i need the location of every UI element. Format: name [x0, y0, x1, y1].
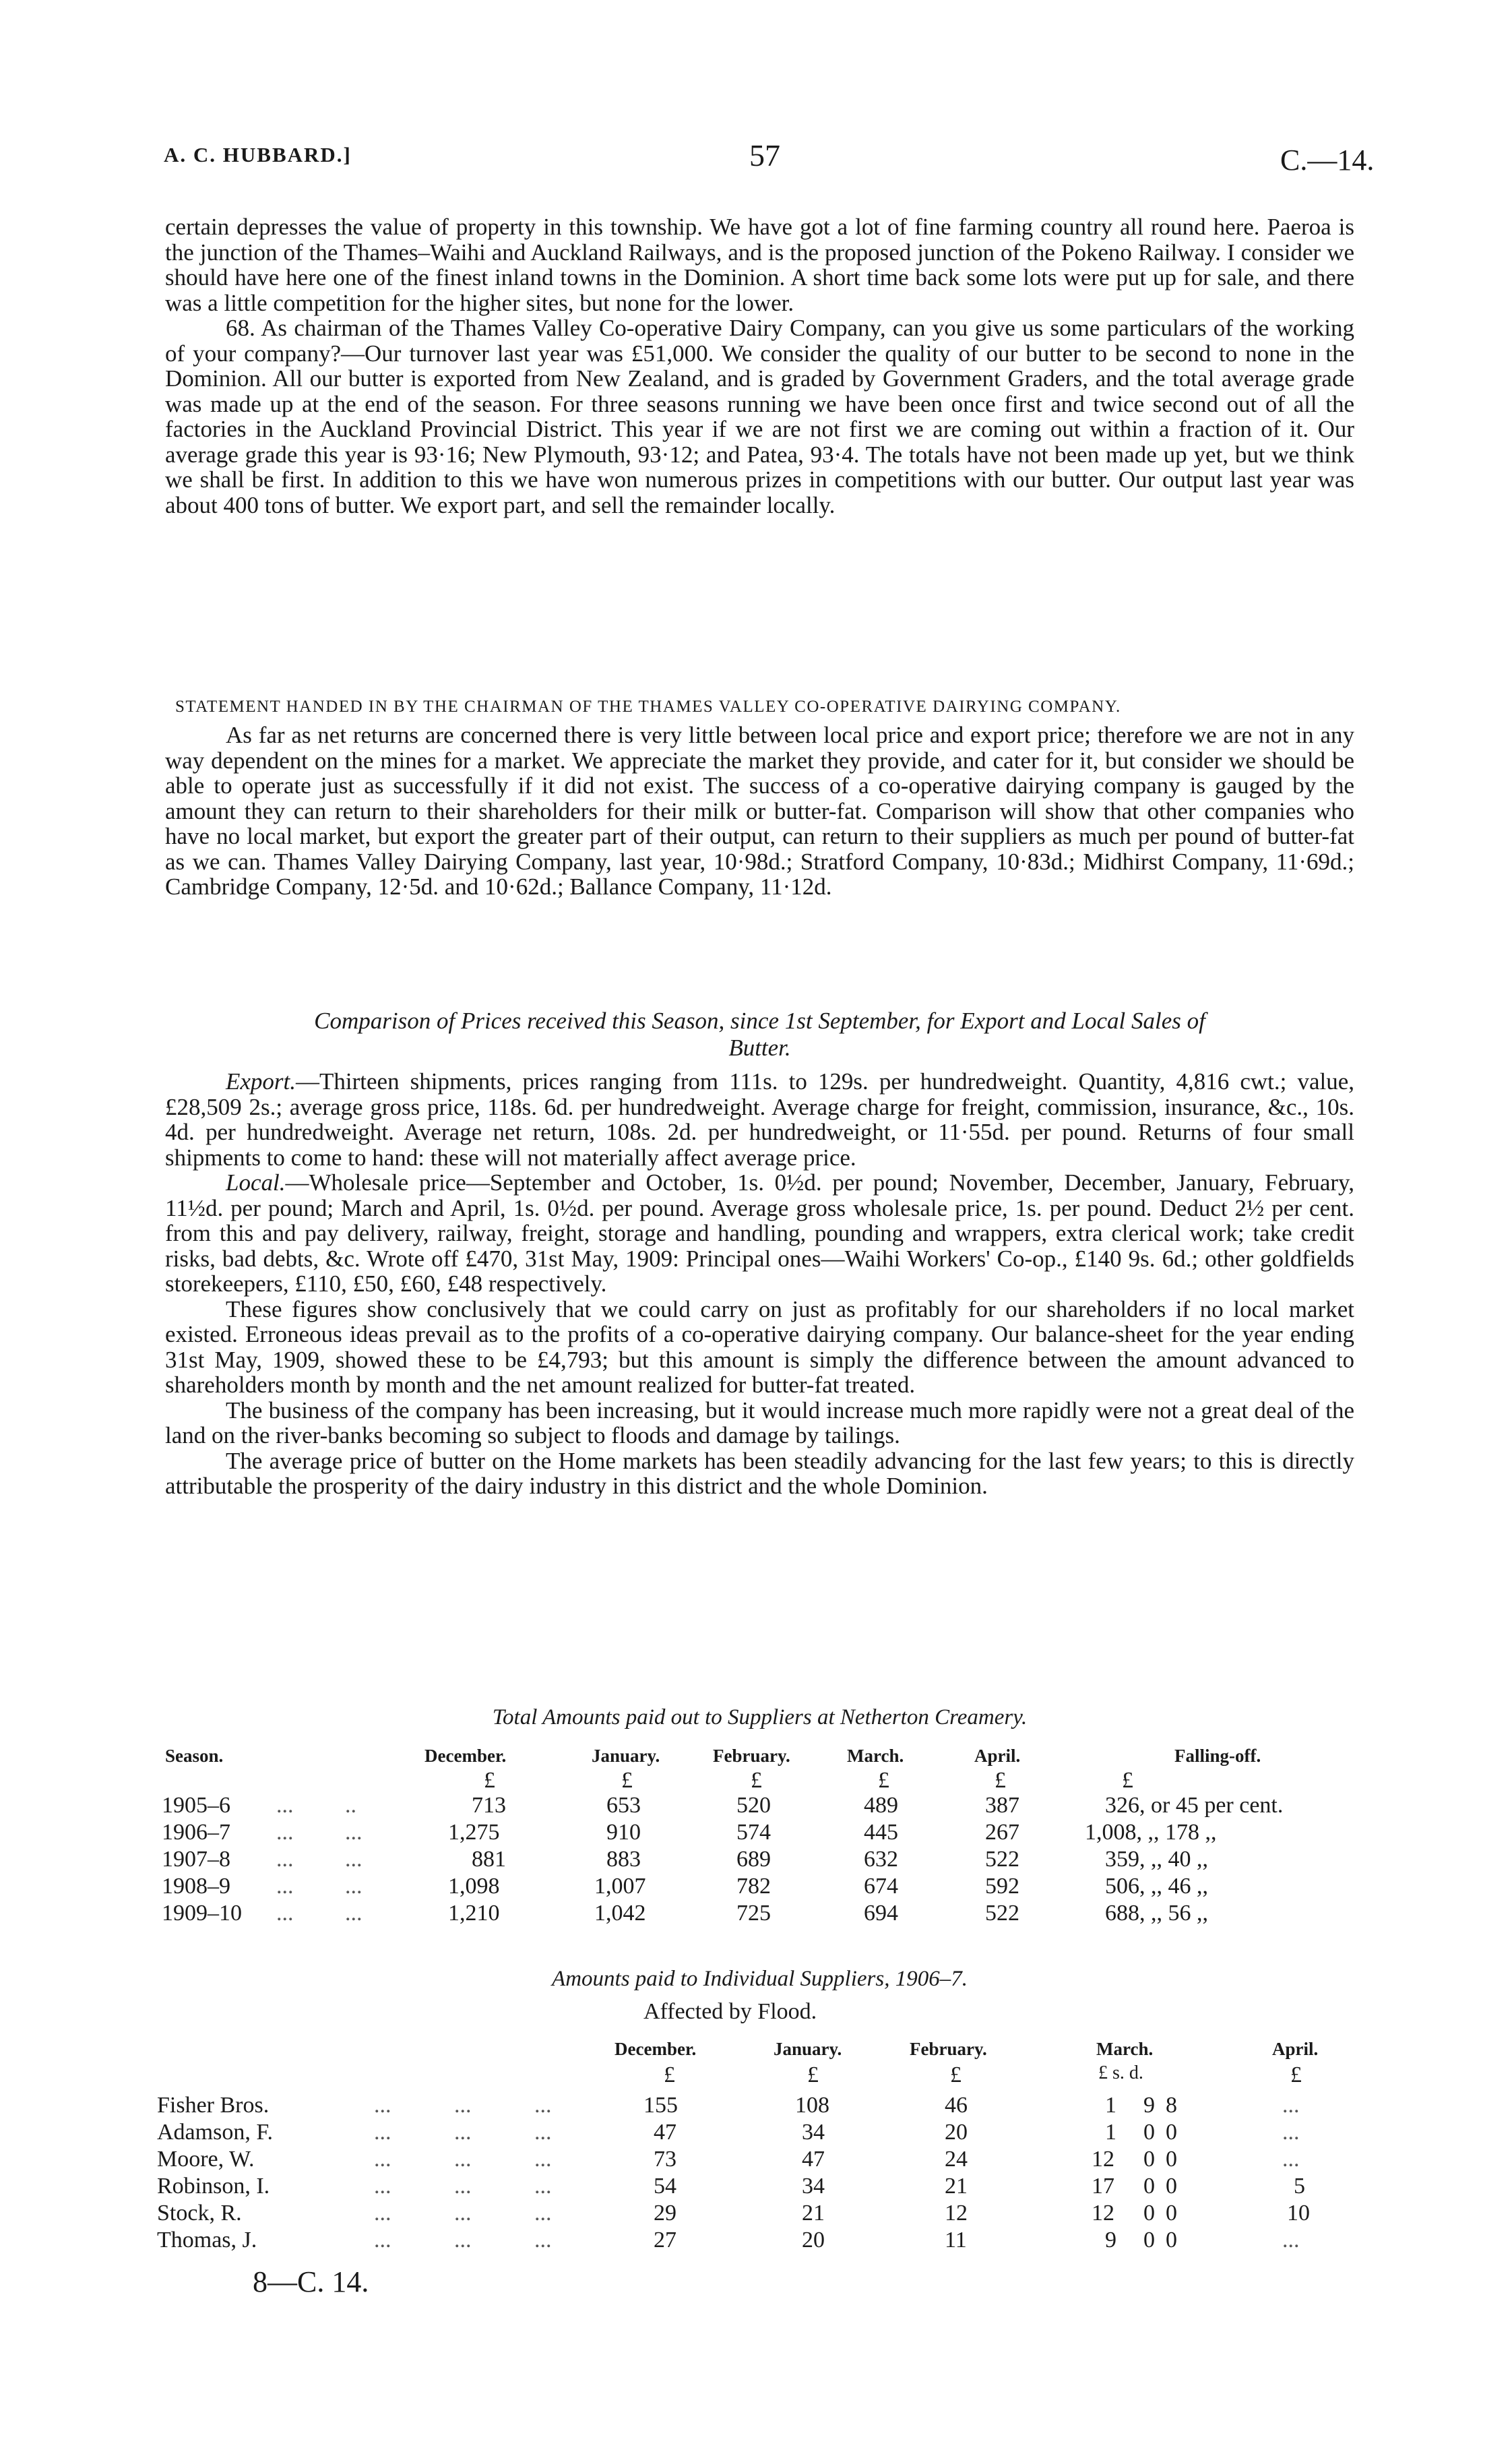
table2-cell: 0 [1143, 2174, 1155, 2199]
leader-dots: ... ... ... [374, 2147, 552, 2172]
table1-currency: £ [878, 1768, 889, 1793]
table1-header-march: March. [847, 1746, 904, 1766]
conclusion-paragraph: These figures show conclusively that we could carry on just as profitably for our shareholders if no local market existed. Erroneous ideas prevail as to the profits of a co-operative dairying company. Our balance-sheet for the year ending 31st May, 1909, showed these to be £4,793; but this amount is simply the difference between the amount advanced to shareholders month by month and the net amount realized for butter-fat treated. [165, 1295, 1354, 1398]
table2-cell: 20 [945, 2120, 968, 2145]
table1-cell: 592 [985, 1874, 1019, 1899]
table2-subtitle: Affected by Flood. [643, 1999, 817, 2024]
table1-cell: 267 [985, 1820, 1019, 1845]
table1-header-falling-off: Falling-off. [1174, 1746, 1261, 1766]
table2-cell: 155 [643, 2093, 678, 2118]
netherton-table [0, 1742, 1512, 1938]
table1-cell: 694 [864, 1901, 898, 1926]
table1-cell: 359, ,, 40 ,, [1105, 1847, 1208, 1872]
table1-cell: 725 [736, 1901, 771, 1926]
table2-currency: £ [664, 2062, 675, 2087]
leader-dots: ... ... ... [374, 2120, 552, 2145]
table2-cell: 0 [1143, 2201, 1155, 2226]
table2-cell: 29 [654, 2201, 676, 2226]
table1-cell: 387 [985, 1793, 1019, 1818]
table1-cell: 574 [736, 1820, 771, 1845]
table2-cell: 0 [1166, 2174, 1177, 2199]
table2-currency: £ s. d. [1098, 2062, 1143, 2083]
table1-currency: £ [484, 1768, 495, 1793]
table2-cell: 0 [1143, 2228, 1155, 2252]
statement-paragraph: As far as net returns are concerned there is very little between local price and export price; therefore we are not in any way dependent on the mines for a market. We appreciate the market they provide, and cater for it, but consider we should be able to operate just as successfully if it did not exist. The success of a co-operative dairying company is gauged by the amount they can return to their shareholders for their milk or butter-fat. Comparison will show that other companies who have no local market, but export the greater part of their output, can return to their suppliers as much per pound of butter-fat as we can. Thames Valley Dairying Company, last year, 10·98d.; Stratford Company, 10·83d.; Midhirst Company, 11·69d.; Cambridge Company, 12·5d. and 10·62d.; Ballance Company, 11·12d. [165, 722, 1354, 900]
table1-header-january: January. [592, 1746, 660, 1766]
table2-cell: 24 [945, 2147, 968, 2172]
table1-cell: 1,098 [448, 1874, 500, 1899]
table2-currency: £ [1290, 2062, 1302, 2087]
leader-dots: ... ... [276, 1820, 363, 1845]
evidence-section [165, 214, 1354, 518]
comparison-heading-line1: Comparison of Prices received this Season, since 1st September, for Export and Local Sales of [314, 1008, 1205, 1034]
table2-cell: ... [1282, 2093, 1300, 2118]
home-markets-paragraph: The average price of butter on the Home markets has been steadily advancing for the last few years; to this is directly attributable the prosperity of the dairy industry in this district and the whole Dominion. [165, 1447, 1354, 1499]
supplier-name: Adamson, F. [157, 2120, 274, 2145]
local-label: Local. [226, 1169, 286, 1196]
table1-cell: 688, ,, 56 ,, [1105, 1901, 1208, 1926]
table2-cell: 27 [654, 2228, 676, 2252]
table2-cell: 47 [802, 2147, 825, 2172]
table2-cell: 1 [1105, 2093, 1116, 2118]
supplier-name: Stock, R. [157, 2201, 242, 2226]
table1-cell: 713 [472, 1793, 506, 1818]
table2-cell: 10 [1287, 2201, 1310, 2226]
table2-cell: 21 [945, 2174, 968, 2199]
table2-cell: 108 [795, 2093, 829, 2118]
leader-dots: ... ... ... [374, 2201, 552, 2226]
table2-cell: 9 [1105, 2228, 1116, 2252]
table1-cell: 522 [985, 1901, 1019, 1926]
table2-cell: 34 [802, 2174, 825, 2199]
leader-dots: ... ... [276, 1901, 363, 1926]
table1-cell: 522 [985, 1847, 1019, 1872]
table2-cell: 21 [802, 2201, 825, 2226]
export-paragraph [165, 1069, 1354, 1170]
table2-cell: 9 [1143, 2093, 1155, 2118]
statement-section [165, 723, 1354, 900]
table1-cell: 689 [736, 1847, 771, 1872]
table1-cell: 1,042 [594, 1901, 646, 1926]
paragraph-continued: certain depresses the value of property in this township. We have got a lot of fine farming country all round here. Paeroa is the junction of the Thames–Waihi and Auckland Railways, and is the proposed junction of the Pokeno Railway. I consider we should have here one of the finest inland towns in the Dominion. A short time back some lots were put up for sale, and there was a little competition for the higher sites, but none for the lower. [165, 214, 1354, 316]
table2-cell: 34 [802, 2120, 825, 2145]
table2-header-february: February. [910, 2039, 987, 2059]
table2-cell: ... [1282, 2228, 1300, 2252]
table2-cell: 20 [802, 2228, 825, 2252]
signature-footer: 8—C. 14. [253, 2265, 369, 2298]
table1-header-february: February. [713, 1746, 790, 1766]
leader-dots: ... ... ... [374, 2093, 552, 2118]
table1-currency: £ [621, 1768, 633, 1793]
table1-cell: 326, or 45 per cent. [1105, 1793, 1284, 1818]
individual-suppliers-table [0, 2032, 1512, 2255]
leader-dots: ... ... [276, 1847, 363, 1872]
table1-cell: 653 [606, 1793, 641, 1818]
table1-cell: 632 [864, 1847, 898, 1872]
supplier-name: Moore, W. [157, 2147, 255, 2172]
table1-header-april: April. [974, 1746, 1021, 1766]
paragraph-question-68: 68. As chairman of the Thames Valley Co-operative Dairy Company, can you give us some particulars of the working of your company?—Our turnover last year was £51,000. We consider the quality of our butter to be second to none in the Dominion. All our butter is exported from New Zealand, and is graded by Government Graders, and the total average grade was made up at the end of the season. For three seasons running we have been once first and twice second out of all the factories in the Auckland Provincial District. This year if we are not first we are coming out within a fraction of it. Our average grade this year is 93·16; New Plymouth, 93·12; and Patea, 93·4. The totals have not been made up yet, but we think we shall be first. In addition to this we have won numerous prizes in competitions with our butter. Our output last year was about 400 tons of butter. We export part, and sell the remainder locally. [165, 315, 1354, 518]
export-text: —Thirteen shipments, prices ranging from 111s. to 129s. per hundredweight. Quantity, 4,816 cwt.; value, £28,509 2s.; average gross price, 118s. 6d. per hundredweight. Average charge for freight, commission, insurance, &c., 10s. 4d. per hundredweight. Average net return, 108s. 2d. per hundredweight, or 11·55d. per pound. Returns of four small shipments to come to hand: these will not materially affect average price. [165, 1068, 1354, 1171]
table2-title: Amounts paid to Individual Suppliers, 1906–7. [552, 1967, 968, 1991]
paper-reference: C.—14. [1280, 144, 1375, 177]
table2-header-april: April. [1272, 2039, 1319, 2059]
table2-cell: 12 [945, 2201, 968, 2226]
table1-cell: 1,275 [448, 1820, 500, 1845]
comparison-heading-line2: Butter. [728, 1035, 791, 1061]
supplier-name: Thomas, J. [157, 2228, 257, 2252]
table1-cell: 782 [736, 1874, 771, 1899]
table2-header-january: January. [774, 2039, 842, 2059]
table1-cell: 445 [864, 1820, 898, 1845]
table2-cell: 12 [1092, 2147, 1114, 2172]
table2-header-march: March. [1096, 2039, 1154, 2059]
table1-currency: £ [751, 1768, 762, 1793]
leader-dots: ... .. [276, 1793, 356, 1818]
table1-cell: 881 [472, 1847, 506, 1872]
page-number: 57 [749, 138, 780, 173]
table2-cell: 12 [1092, 2201, 1114, 2226]
table1-row-season: 1908–9 [162, 1874, 230, 1899]
table1-cell: 674 [864, 1874, 898, 1899]
table2-currency: £ [950, 2062, 962, 2087]
table1-row-season: 1909–10 [162, 1901, 242, 1926]
comparison-section [165, 1069, 1354, 1499]
table2-cell: 0 [1166, 2120, 1177, 2145]
table2-cell: 47 [654, 2120, 676, 2145]
table2-cell: 11 [945, 2228, 967, 2252]
leader-dots: ... ... ... [374, 2174, 552, 2199]
table2-cell: 17 [1092, 2174, 1114, 2199]
table1-cell: 1,008, ,, 178 ,, [1085, 1820, 1217, 1845]
table1-cell: 506, ,, 46 ,, [1105, 1874, 1208, 1899]
local-paragraph [165, 1170, 1354, 1297]
table2-cell: 73 [654, 2147, 676, 2172]
table2-cell: 0 [1166, 2147, 1177, 2172]
table2-cell: 5 [1294, 2174, 1305, 2199]
table1-row-season: 1906–7 [162, 1820, 230, 1845]
table1-cell: 910 [606, 1820, 641, 1845]
table2-header-december: December. [615, 2039, 697, 2059]
table2-cell: 0 [1143, 2147, 1155, 2172]
table1-row-season: 1907–8 [162, 1847, 230, 1872]
statement-title: STATEMENT HANDED IN BY THE CHAIRMAN OF THE THAMES VALLEY CO-OPERATIVE DAIRYING COMPANY. [175, 698, 1121, 716]
table2-cell: ... [1282, 2147, 1300, 2172]
export-label: Export. [226, 1068, 296, 1095]
table1-header-season: Season. [165, 1746, 224, 1766]
table2-cell: 0 [1143, 2120, 1155, 2145]
leader-dots: ... ... ... [374, 2228, 552, 2252]
table1-cell: 1,007 [594, 1874, 646, 1899]
leader-dots: ... ... [276, 1874, 363, 1899]
table2-cell: ... [1282, 2120, 1300, 2145]
comparison-heading [165, 1008, 1354, 1062]
business-paragraph: The business of the company has been increasing, but it would increase much more rapidly were not a great deal of the land on the river-banks becoming so subject to floods and damage by tailings. [165, 1397, 1354, 1448]
table1-cell: 883 [606, 1847, 641, 1872]
supplier-name: Fisher Bros. [157, 2093, 270, 2118]
table2-cell: 46 [945, 2093, 968, 2118]
table1-title: Total Amounts paid out to Suppliers at Netherton Creamery. [492, 1705, 1028, 1729]
supplier-name: Robinson, I. [157, 2174, 270, 2199]
table2-cell: 0 [1166, 2201, 1177, 2226]
table2-cell: 1 [1105, 2120, 1116, 2145]
table1-currency: £ [1122, 1768, 1133, 1793]
table1-currency: £ [995, 1768, 1006, 1793]
table1-header-december: December. [424, 1746, 507, 1766]
local-text: —Wholesale price—September and October, 1s. 0½d. per pound; November, December, January, February, 11½d. per pound; March and April, 1s. 0½d. per pound. Average gross wholesale price, 1s. per pound. Deduct 2½ per cent. from this and pay delivery, railway, freight, storage and handling, pounding and wrappers, extra clerical work; take credit risks, bad debts, &c. Wrote off £470, 31st May, 1909: Principal ones—Waihi Workers' Co-op., £140 9s. 6d.; other goldfields storekeepers, £110, £50, £60, £48 respectively. [165, 1169, 1354, 1297]
table2-currency: £ [807, 2062, 819, 2087]
table2-cell: 8 [1166, 2093, 1177, 2118]
table1-cell: 1,210 [448, 1901, 500, 1926]
table1-row-season: 1905–6 [162, 1793, 230, 1818]
table2-cell: 54 [654, 2174, 676, 2199]
header-witness-name: A. C. HUBBARD.] [164, 143, 352, 166]
table1-cell: 520 [736, 1793, 771, 1818]
table1-cell: 489 [864, 1793, 898, 1818]
table2-cell: 0 [1166, 2228, 1177, 2252]
